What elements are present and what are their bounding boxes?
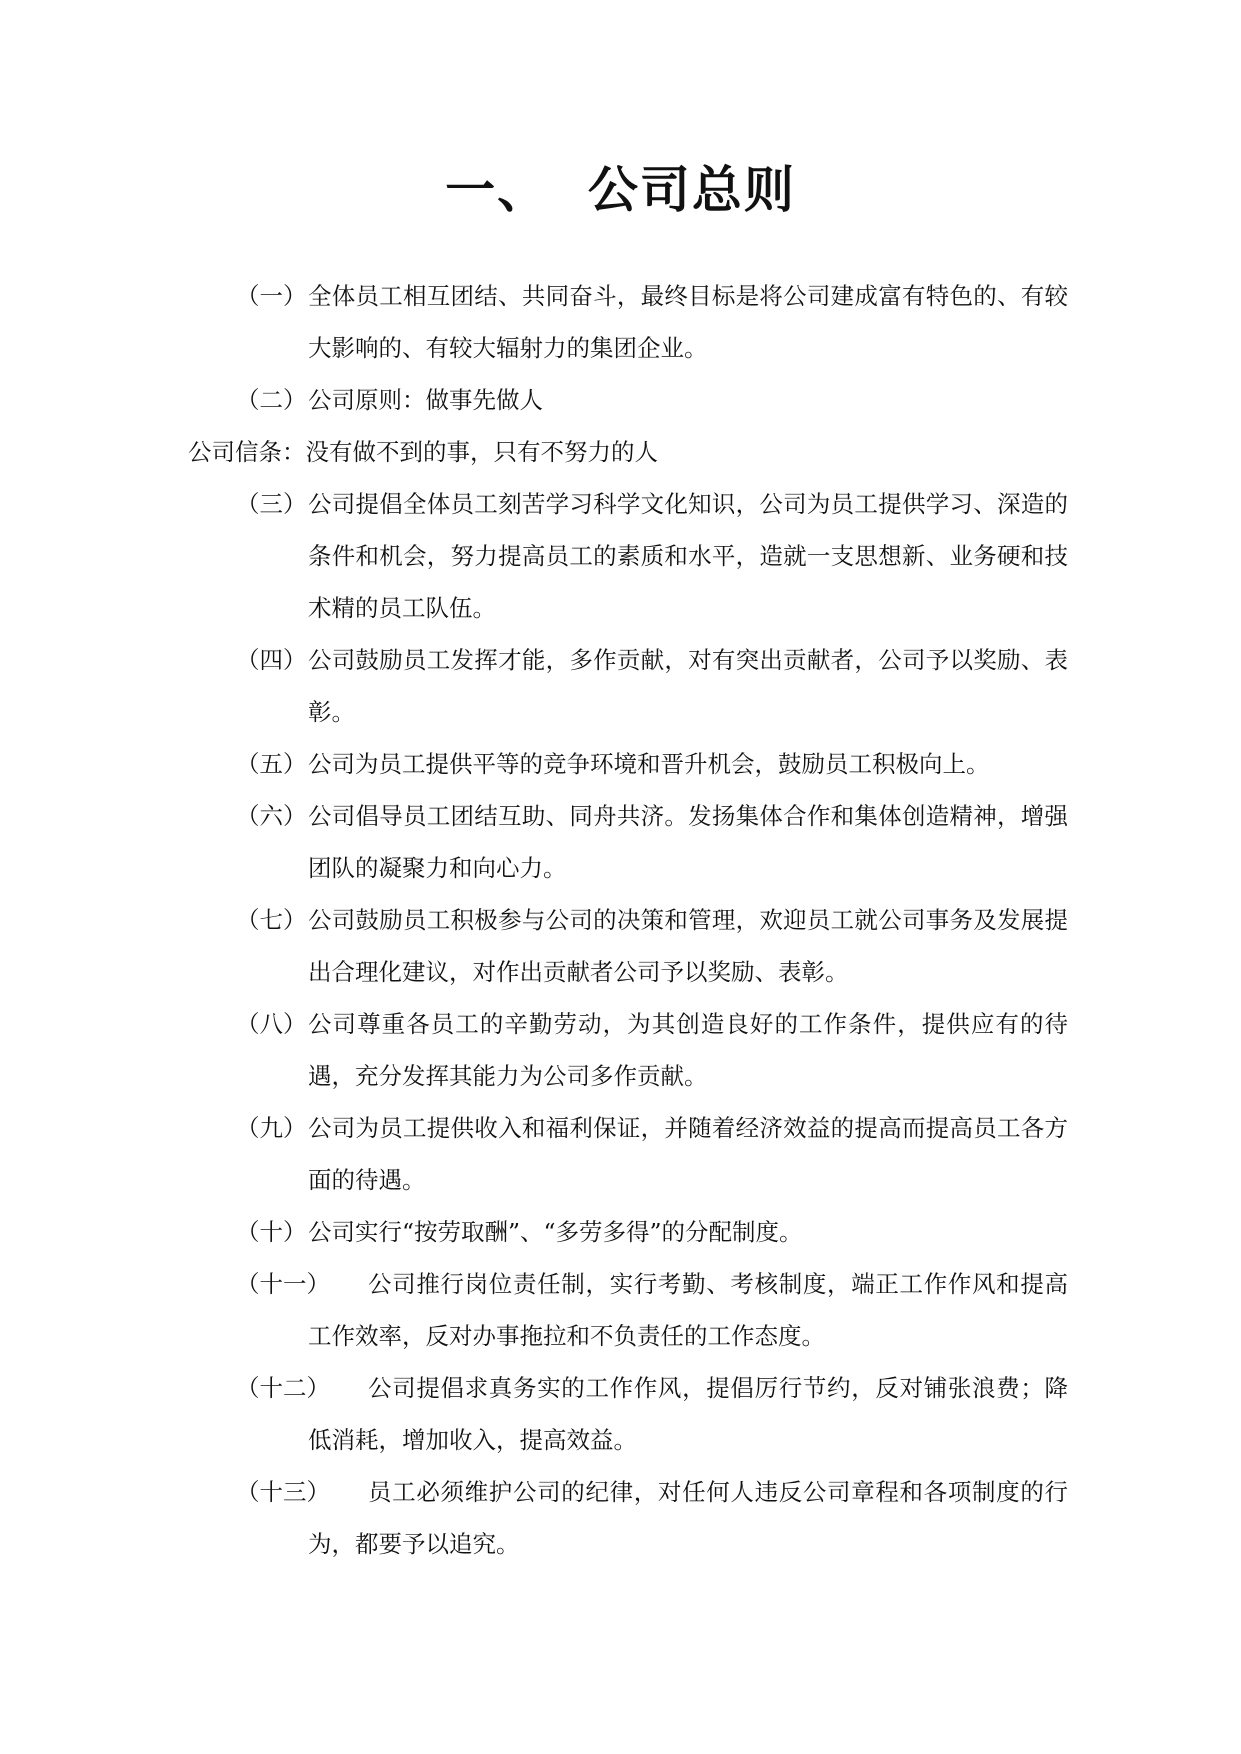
list-item <box>188 270 1068 374</box>
list-item <box>188 1362 1068 1466</box>
list-item <box>188 738 1068 790</box>
item-text: 员工必须维护公司的纪律，对任何人违反公司章程和各项制度的行为，都要予以追究。 <box>308 1478 1068 1558</box>
item-number: （一） <box>236 282 307 310</box>
item-number: （九） <box>236 1114 307 1142</box>
item-number: （十） <box>236 1218 307 1246</box>
list-item <box>188 1258 1068 1362</box>
item-text: 公司尊重各员工的辛勤劳动，为其创造良好的工作条件，提供应有的待遇，充分发挥其能力为公司多作贡献。 <box>308 1010 1068 1090</box>
item-text: 公司为员工提供收入和福利保证，并随着经济效益的提高而提高员工各方面的待遇。 <box>308 1114 1068 1194</box>
item-number: （十三） <box>236 1478 330 1506</box>
item-number: （四） <box>236 646 307 674</box>
list-item <box>188 478 1068 634</box>
item-text: 公司推行岗位责任制，实行考勤、考核制度，端正工作作风和提高工作效率，反对办事拖拉和不负责任的工作态度。 <box>308 1270 1068 1350</box>
item-number: （二） <box>236 386 307 414</box>
list-item <box>188 894 1068 998</box>
list-item <box>188 998 1068 1102</box>
item-text: 公司实行“按劳取酬”、“多劳多得”的分配制度。 <box>308 1218 803 1246</box>
document-body <box>188 270 1068 1570</box>
item-text: 公司提倡求真务实的工作作风，提倡厉行节约，反对铺张浪费；降低消耗，增加收入，提高效益。 <box>308 1374 1068 1454</box>
item-text: 公司鼓励员工积极参与公司的决策和管理，欢迎员工就公司事务及发展提出合理化建议，对作出贡献者公司予以奖励、表彰。 <box>308 906 1068 986</box>
company-motto: 公司信条：没有做不到的事，只有不努力的人 <box>188 438 658 466</box>
list-item <box>188 1206 1068 1258</box>
item-number: （十二） <box>236 1374 330 1402</box>
item-number: （五） <box>236 750 307 778</box>
list-item <box>188 790 1068 894</box>
list-item <box>188 1102 1068 1206</box>
item-number: （十一） <box>236 1270 330 1298</box>
list-item <box>188 1466 1068 1570</box>
item-number: （八） <box>236 1010 307 1038</box>
item-number: （六） <box>236 802 307 830</box>
item-number: （三） <box>236 490 307 518</box>
item-number: （七） <box>236 906 307 934</box>
item-text: 公司提倡全体员工刻苦学习科学文化知识，公司为员工提供学习、深造的条件和机会，努力提高员工的素质和水平，造就一支思想新、业务硬和技术精的员工队伍。 <box>308 490 1068 622</box>
item-text: 公司原则：做事先做人 <box>308 386 543 414</box>
list-item <box>188 374 1068 426</box>
page-title: 一、 公司总则 <box>445 161 796 219</box>
item-text: 全体员工相互团结、共同奋斗，最终目标是将公司建成富有特色的、有较大影响的、有较大辐射力的集团企业。 <box>308 282 1068 362</box>
item-text: 公司为员工提供平等的竞争环境和晋升机会，鼓励员工积极向上。 <box>308 750 990 778</box>
item-text: 公司倡导员工团结互助、同舟共济。发扬集体合作和集体创造精神，增强团队的凝聚力和向心力。 <box>308 802 1068 882</box>
item-text: 公司鼓励员工发挥才能，多作贡献，对有突出贡献者，公司予以奖励、表彰。 <box>308 646 1068 726</box>
list-item <box>188 634 1068 738</box>
